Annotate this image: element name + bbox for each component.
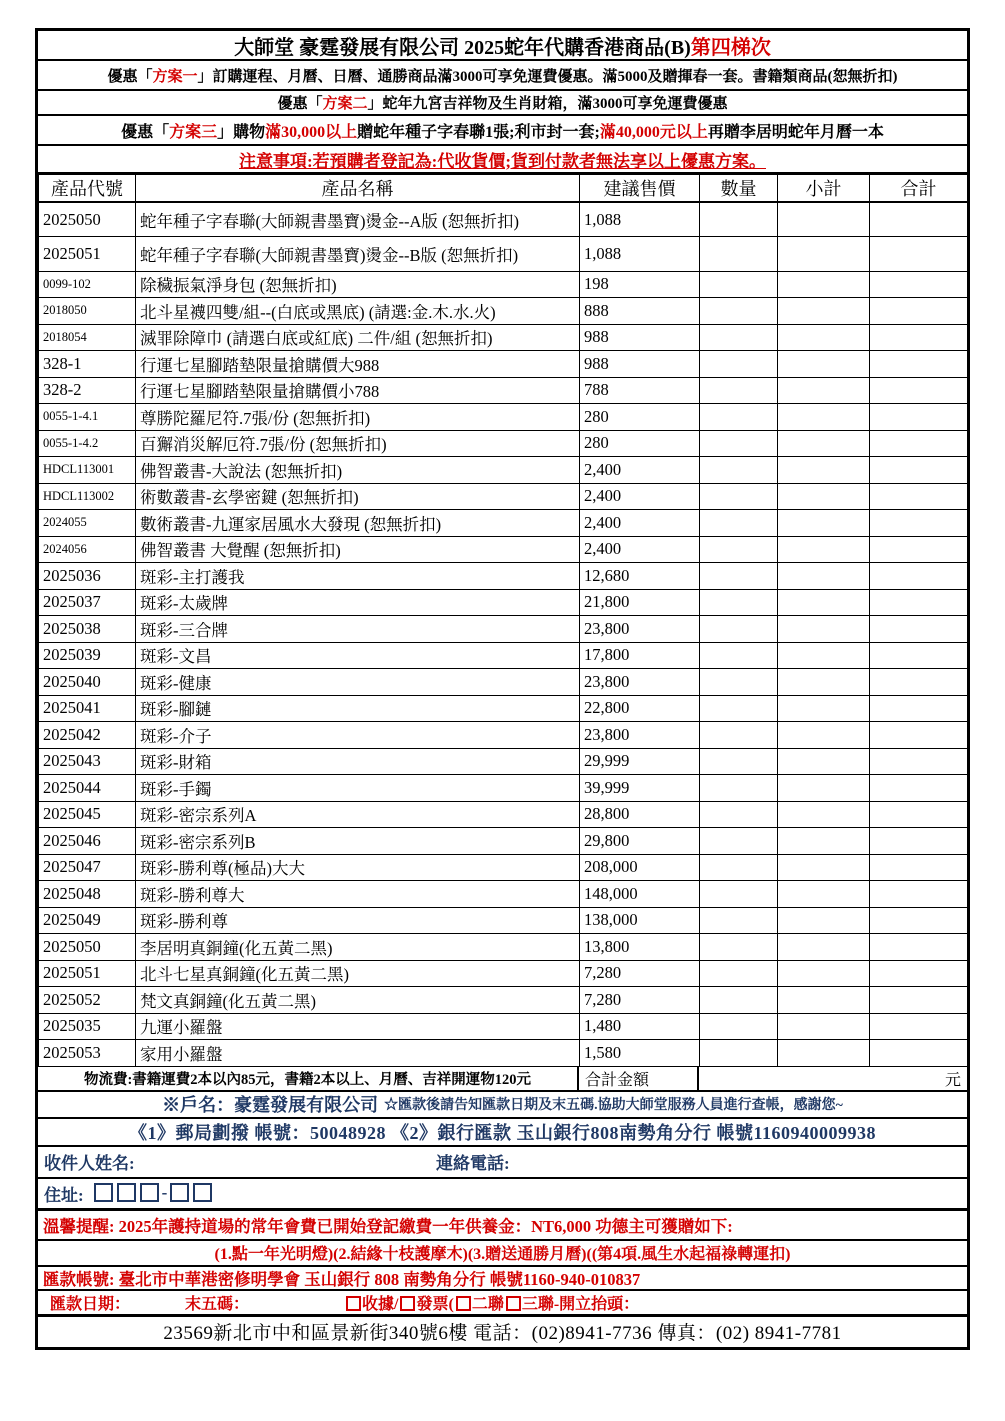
product-code-cell: 2025043 (39, 748, 136, 775)
total-cell[interactable] (870, 351, 968, 378)
total-cell[interactable] (870, 298, 968, 325)
product-code-cell: 328-2 (39, 377, 136, 404)
quantity-cell[interactable] (700, 828, 778, 855)
price-cell: 2,400 (580, 510, 700, 537)
quantity-cell[interactable] (700, 854, 778, 881)
table-row (39, 748, 968, 775)
total-cell[interactable] (870, 377, 968, 404)
product-name-cell: 斑彩-太歲牌 (136, 589, 580, 616)
page-title (38, 31, 967, 61)
price-cell: 208,000 (580, 854, 700, 881)
plain-text: 優惠「 (121, 123, 170, 141)
total-cell[interactable] (870, 563, 968, 590)
promo-plan-2 (38, 91, 967, 116)
price-cell: 1,088 (580, 237, 700, 272)
price-cell: 138,000 (580, 907, 700, 934)
currency-unit: 元 (944, 1071, 961, 1089)
total-cell[interactable] (870, 237, 968, 272)
receipt-invoice-options (344, 1291, 639, 1314)
total-cell[interactable] (870, 404, 968, 431)
product-code-cell: 2025053 (39, 1040, 136, 1067)
postal-code-separator: - (161, 1183, 168, 1202)
subtotal-cell[interactable] (778, 722, 870, 749)
plain-text: 贈蛇年種子字春聯1張;利市封一套; (357, 123, 600, 141)
product-code-cell: HDCL113001 (39, 457, 136, 484)
product-code-cell: 2025050 (39, 934, 136, 961)
quantity-cell[interactable] (700, 960, 778, 987)
total-cell[interactable] (870, 642, 968, 669)
product-name-cell: 北斗星襪四雙/組--(白底或黑底) (請選:金.木.水.火) (136, 298, 580, 325)
table-row (39, 536, 968, 563)
subtotal-cell[interactable] (778, 324, 870, 351)
table-row (39, 324, 968, 351)
product-name-cell: 斑彩-主打護我 (136, 563, 580, 590)
quantity-cell[interactable] (700, 934, 778, 961)
subtotal-cell[interactable] (778, 642, 870, 669)
quantity-cell[interactable] (700, 430, 778, 457)
subtotal-cell[interactable] (778, 775, 870, 802)
grand-total-label: 合計金額 (579, 1067, 699, 1090)
address-row (38, 1179, 967, 1211)
product-code-cell: 2025042 (39, 722, 136, 749)
subtotal-cell[interactable] (778, 801, 870, 828)
quantity-cell[interactable] (700, 775, 778, 802)
product-name-cell: 斑彩-密宗系列B (136, 828, 580, 855)
quantity-cell[interactable] (700, 669, 778, 696)
price-cell: 22,800 (580, 695, 700, 722)
product-code-cell: 0055-1-4.1 (39, 404, 136, 431)
product-name-cell: 斑彩-密宗系列A (136, 801, 580, 828)
product-name-cell: 斑彩-勝利尊 (136, 907, 580, 934)
price-cell: 23,800 (580, 722, 700, 749)
price-cell: 21,800 (580, 589, 700, 616)
quantity-cell[interactable] (700, 563, 778, 590)
total-cell[interactable] (870, 324, 968, 351)
total-cell[interactable] (870, 987, 968, 1014)
subtotal-cell[interactable] (778, 563, 870, 590)
quantity-cell[interactable] (700, 536, 778, 563)
product-code-cell: 2025052 (39, 987, 136, 1014)
grand-total-field[interactable] (699, 1067, 967, 1090)
price-cell: 13,800 (580, 934, 700, 961)
table-row (39, 1040, 968, 1067)
reminder-text-1: 溫馨提醒: 2025年護持道場的常年會費已開始登記繳費一年供養金：NT6,000 功德主可獲贈如下: (43, 1216, 733, 1236)
postal-code-box[interactable] (117, 1183, 136, 1202)
total-cell[interactable] (870, 775, 968, 802)
quantity-cell[interactable] (700, 237, 778, 272)
product-name-cell: 佛智叢書 大覺醒 (恕無折扣) (136, 536, 580, 563)
price-cell: 198 (580, 271, 700, 298)
product-code-cell: 2025047 (39, 854, 136, 881)
postal-code-box[interactable] (170, 1183, 189, 1202)
subtotal-cell[interactable] (778, 351, 870, 378)
subtotal-cell[interactable] (778, 616, 870, 643)
company-title: 大師堂 豪霆發展有限公司 2025蛇年代購香港商品(B) (234, 36, 691, 59)
product-name-cell: 數術叢書-九運家居風水大發現 (恕無折扣) (136, 510, 580, 537)
subtotal-cell[interactable] (778, 298, 870, 325)
quantity-cell[interactable] (700, 271, 778, 298)
table-row (39, 237, 968, 272)
total-cell[interactable] (870, 854, 968, 881)
price-cell: 280 (580, 404, 700, 431)
recipient-name-field[interactable] (135, 1151, 365, 1172)
address-label: 住址: (44, 1185, 84, 1205)
quantity-cell[interactable] (700, 377, 778, 404)
shipping-fee-row (38, 1067, 967, 1092)
reminder-line-1 (38, 1211, 967, 1241)
product-code-cell: 2018054 (39, 324, 136, 351)
product-code-cell: 2025037 (39, 589, 136, 616)
remittance-account-row (38, 1267, 967, 1291)
shipping-fee-note: 物流費:書籍運費2本以內85元，書籍2本以上、月曆、吉祥開運物120元 (38, 1067, 579, 1090)
table-row (39, 722, 968, 749)
table-row (39, 430, 968, 457)
product-code-cell: HDCL113002 (39, 483, 136, 510)
product-code-cell: 2025048 (39, 881, 136, 908)
price-cell: 39,999 (580, 775, 700, 802)
price-cell: 28,800 (580, 801, 700, 828)
product-name-cell: 除穢振氣淨身包 (恕無折扣) (136, 271, 580, 298)
table-row (39, 907, 968, 934)
price-cell: 7,280 (580, 960, 700, 987)
quantity-cell[interactable] (700, 987, 778, 1014)
subtotal-cell[interactable] (778, 202, 870, 237)
total-cell[interactable] (870, 907, 968, 934)
footer-contact-row (38, 1317, 967, 1347)
table-row (39, 828, 968, 855)
highlighted-text: 方案二 (322, 96, 368, 112)
checkbox-label: 二聯 (471, 1295, 504, 1313)
product-name-cell: 斑彩-勝利尊大 (136, 881, 580, 908)
plain-text: 優惠「 (277, 96, 323, 112)
subtotal-cell[interactable] (778, 430, 870, 457)
table-row (39, 589, 968, 616)
quantity-cell[interactable] (700, 881, 778, 908)
total-cell[interactable] (870, 589, 968, 616)
price-cell: 888 (580, 298, 700, 325)
price-cell: 29,800 (580, 828, 700, 855)
plain-text: 」購物 (217, 123, 266, 141)
subtotal-cell[interactable] (778, 695, 870, 722)
subtotal-cell[interactable] (778, 934, 870, 961)
table-row (39, 987, 968, 1014)
quantity-cell[interactable] (700, 510, 778, 537)
price-cell: 23,800 (580, 616, 700, 643)
product-code-cell: 2025044 (39, 775, 136, 802)
table-row (39, 1013, 968, 1040)
payee-name: ※戶名：豪霆發展有限公司 (162, 1095, 379, 1115)
highlighted-text: 方案一 (152, 68, 198, 85)
table-row (39, 642, 968, 669)
subtotal-cell[interactable] (778, 237, 870, 272)
total-cell[interactable] (870, 1040, 968, 1067)
table-row (39, 404, 968, 431)
header-quantity: 數量 (700, 175, 778, 203)
postal-code-box[interactable] (140, 1183, 159, 1202)
price-cell: 788 (580, 377, 700, 404)
header-subtotal: 小計 (778, 175, 870, 203)
header-product-code: 產品代號 (39, 175, 136, 203)
price-cell: 7,280 (580, 987, 700, 1014)
plain-text: 」蛇年九宮吉祥物及生肖財箱，滿3000可享免運費優惠 (367, 96, 728, 112)
price-cell: 988 (580, 324, 700, 351)
table-row (39, 616, 968, 643)
contact-phone-label: 連絡電話: (436, 1154, 510, 1173)
order-form (35, 28, 970, 1350)
product-name-cell: 百獬消災解厄符.7張/份 (恕無折扣) (136, 430, 580, 457)
reminder-line-2 (38, 1241, 967, 1267)
price-cell: 29,999 (580, 748, 700, 775)
product-code-cell: 2025038 (39, 616, 136, 643)
subtotal-cell[interactable] (778, 987, 870, 1014)
table-row (39, 563, 968, 590)
quantity-cell[interactable] (700, 748, 778, 775)
payee-note: ☆匯款後請告知匯款日期及末五碼.協助大師堂服務人員進行查帳，感謝您~ (384, 1098, 843, 1113)
product-code-cell: 2025039 (39, 642, 136, 669)
recipient-row (38, 1147, 967, 1179)
product-name-cell: 術數叢書-玄學密鍵 (恕無折扣) (136, 483, 580, 510)
header-product-name: 產品名稱 (136, 175, 580, 203)
product-name-cell: 斑彩-勝利尊(極品)大大 (136, 854, 580, 881)
product-name-cell: 斑彩-三合牌 (136, 616, 580, 643)
product-code-cell: 2025046 (39, 828, 136, 855)
table-row (39, 881, 968, 908)
footer-address-phone: 23569新北市中和區景新街340號6樓 電話：(02)8941-7736 傳真：(02) 8941-7781 (163, 1323, 842, 1344)
quantity-cell[interactable] (700, 404, 778, 431)
table-header-row (39, 175, 968, 203)
subtotal-cell[interactable] (778, 457, 870, 484)
header-total: 合計 (870, 175, 968, 203)
reminder-text-2: (1.點一年光明燈)(2.結緣十枝護摩木)(3.贈送通勝月曆)((第4項.風生水起福祿轉運扣) (214, 1246, 791, 1263)
address-field[interactable] (214, 1183, 967, 1203)
total-cell[interactable] (870, 430, 968, 457)
product-code-cell: 2018050 (39, 298, 136, 325)
checkbox-icon[interactable] (400, 1296, 415, 1311)
product-name-cell: 斑彩-財箱 (136, 748, 580, 775)
product-code-cell: 2025050 (39, 202, 136, 237)
subtotal-cell[interactable] (778, 1040, 870, 1067)
product-name-cell: 尊勝陀羅尼符.7張/份 (恕無折扣) (136, 404, 580, 431)
subtotal-cell[interactable] (778, 536, 870, 563)
plain-text: 優惠「 (107, 68, 153, 85)
subtotal-cell[interactable] (778, 907, 870, 934)
product-code-cell: 2025051 (39, 237, 136, 272)
quantity-cell[interactable] (700, 616, 778, 643)
price-cell: 2,400 (580, 536, 700, 563)
table-row (39, 510, 968, 537)
last-five-digits-label: 末五碼： (185, 1295, 250, 1313)
checkbox-icon[interactable] (346, 1296, 361, 1311)
subtotal-cell[interactable] (778, 669, 870, 696)
quantity-cell[interactable] (700, 722, 778, 749)
remittance-date-label: 匯款日期： (50, 1295, 131, 1313)
total-cell[interactable] (870, 722, 968, 749)
table-row (39, 801, 968, 828)
table-row (39, 202, 968, 237)
subtotal-cell[interactable] (778, 881, 870, 908)
product-name-cell: 北斗七星真銅鐘(化五黃二黑) (136, 960, 580, 987)
highlighted-text: 滿40,000元以上 (599, 123, 708, 141)
quantity-cell[interactable] (700, 202, 778, 237)
header-price: 建議售價 (580, 175, 700, 203)
table-row (39, 457, 968, 484)
price-cell: 12,680 (580, 563, 700, 590)
quantity-cell[interactable] (700, 351, 778, 378)
price-cell: 2,400 (580, 457, 700, 484)
product-name-cell: 斑彩-腳鏈 (136, 695, 580, 722)
subtotal-cell[interactable] (778, 404, 870, 431)
quantity-cell[interactable] (700, 801, 778, 828)
product-table (38, 174, 968, 1067)
checkbox-icon[interactable] (456, 1296, 471, 1311)
product-code-cell: 0055-1-4.2 (39, 430, 136, 457)
remittance-account-text: 匯款帳號: 臺北市中華港密修明學會 玉山銀行 808 南勢角分行 帳號1160-940-010837 (43, 1269, 641, 1289)
highlighted-text: 滿30,000以上 (265, 123, 358, 141)
total-cell[interactable] (870, 828, 968, 855)
postal-code-box[interactable] (94, 1183, 113, 1202)
product-name-cell: 斑彩-文昌 (136, 642, 580, 669)
subtotal-cell[interactable] (778, 271, 870, 298)
table-row (39, 483, 968, 510)
payment-accounts-text: 《1》郵局劃撥 帳號：50048928 《2》銀行匯款 玉山銀行808南勢角分行 帳號1160940009938 (128, 1122, 876, 1143)
product-code-cell: 2025035 (39, 1013, 136, 1040)
subtotal-cell[interactable] (778, 1013, 870, 1040)
product-name-cell: 蛇年種子字春聯(大師親書墨寶)燙金--B版 (恕無折扣) (136, 237, 580, 272)
table-row (39, 854, 968, 881)
product-code-cell: 2024055 (39, 510, 136, 537)
quantity-cell[interactable] (700, 695, 778, 722)
product-name-cell: 蛇年種子字春聯(大師親書墨寶)燙金--A版 (恕無折扣) (136, 202, 580, 237)
notice-row (38, 146, 967, 174)
table-row (39, 377, 968, 404)
promo-plan-1 (38, 61, 967, 91)
batch-label: 第四梯次 (690, 36, 771, 59)
price-cell: 280 (580, 430, 700, 457)
subtotal-cell[interactable] (778, 748, 870, 775)
product-name-cell: 行運七星腳踏墊限量搶購價大988 (136, 351, 580, 378)
product-code-cell: 0099-102 (39, 271, 136, 298)
subtotal-cell[interactable] (778, 510, 870, 537)
total-cell[interactable] (870, 801, 968, 828)
subtotal-cell[interactable] (778, 854, 870, 881)
price-cell: 23,800 (580, 669, 700, 696)
product-code-cell: 2025045 (39, 801, 136, 828)
total-cell[interactable] (870, 483, 968, 510)
quantity-cell[interactable] (700, 298, 778, 325)
checkbox-label: 三聯-開立抬頭： (521, 1295, 640, 1313)
total-cell[interactable] (870, 669, 968, 696)
table-row (39, 695, 968, 722)
price-cell: 148,000 (580, 881, 700, 908)
total-cell[interactable] (870, 1013, 968, 1040)
table-row (39, 775, 968, 802)
product-name-cell: 斑彩-介子 (136, 722, 580, 749)
product-name-cell: 行運七星腳踏墊限量搶購價小788 (136, 377, 580, 404)
table-row (39, 934, 968, 961)
recipient-name-label: 收件人姓名: (44, 1154, 135, 1173)
subtotal-cell[interactable] (778, 483, 870, 510)
checkbox-icon[interactable] (506, 1296, 521, 1311)
product-code-cell: 328-1 (39, 351, 136, 378)
table-row (39, 351, 968, 378)
payment-info-row (38, 1119, 967, 1147)
quantity-cell[interactable] (700, 1040, 778, 1067)
notice-text: 注意事項:若預購者登記為:代收貨價;貨到付款者無法享以上優惠方案。 (239, 151, 766, 171)
product-name-cell: 斑彩-手鐲 (136, 775, 580, 802)
postal-code-boxes-1 (92, 1183, 161, 1204)
quantity-cell[interactable] (700, 324, 778, 351)
subtotal-cell[interactable] (778, 960, 870, 987)
price-cell: 1,480 (580, 1013, 700, 1040)
total-cell[interactable] (870, 934, 968, 961)
table-row (39, 669, 968, 696)
total-cell[interactable] (870, 536, 968, 563)
postal-code-boxes-2 (168, 1183, 214, 1204)
table-row (39, 298, 968, 325)
subtotal-cell[interactable] (778, 377, 870, 404)
product-name-cell: 家用小羅盤 (136, 1040, 580, 1067)
plain-text: 」訂購運程、月曆、日曆、通勝商品滿3000可享免運費優惠。滿5000及贈揮春一套。書籍類商品(恕無折扣) (197, 68, 898, 85)
table-row (39, 960, 968, 987)
price-cell: 1,088 (580, 202, 700, 237)
subtotal-cell[interactable] (778, 589, 870, 616)
quantity-cell[interactable] (700, 907, 778, 934)
postal-code-box[interactable] (193, 1183, 212, 1202)
total-cell[interactable] (870, 510, 968, 537)
total-cell[interactable] (870, 457, 968, 484)
product-name-cell: 滅罪除障巾 (請選白底或紅底) 二件/組 (恕無折扣) (136, 324, 580, 351)
product-name-cell: 斑彩-健康 (136, 669, 580, 696)
product-name-cell: 佛智叢書-大說法 (恕無折扣) (136, 457, 580, 484)
promo-plan-3 (38, 116, 967, 146)
total-cell[interactable] (870, 202, 968, 237)
total-cell[interactable] (870, 748, 968, 775)
product-code-cell: 2025049 (39, 907, 136, 934)
product-name-cell: 梵文真銅鐘(化五黃二黑) (136, 987, 580, 1014)
product-code-cell: 2025051 (39, 960, 136, 987)
price-cell: 988 (580, 351, 700, 378)
total-cell[interactable] (870, 616, 968, 643)
quantity-cell[interactable] (700, 483, 778, 510)
remittance-date-row (38, 1291, 967, 1317)
table-row (39, 271, 968, 298)
product-name-cell: 九運小羅盤 (136, 1013, 580, 1040)
product-code-cell: 2024056 (39, 536, 136, 563)
price-cell: 17,800 (580, 642, 700, 669)
product-code-cell: 2025041 (39, 695, 136, 722)
highlighted-text: 方案三 (169, 123, 218, 141)
checkbox-label: 收據/ (362, 1295, 399, 1313)
subtotal-cell[interactable] (778, 828, 870, 855)
quantity-cell[interactable] (700, 1013, 778, 1040)
total-cell[interactable] (870, 881, 968, 908)
total-cell[interactable] (870, 695, 968, 722)
price-cell: 1,580 (580, 1040, 700, 1067)
payee-row (38, 1092, 967, 1119)
product-name-cell: 李居明真銅鐘(化五黃二黑) (136, 934, 580, 961)
price-cell: 2,400 (580, 483, 700, 510)
product-code-cell: 2025040 (39, 669, 136, 696)
plain-text: 再贈李居明蛇年月曆一本 (707, 123, 884, 141)
product-code-cell: 2025036 (39, 563, 136, 590)
total-cell[interactable] (870, 271, 968, 298)
quantity-cell[interactable] (700, 457, 778, 484)
total-cell[interactable] (870, 960, 968, 987)
quantity-cell[interactable] (700, 642, 778, 669)
quantity-cell[interactable] (700, 589, 778, 616)
checkbox-label: 發票( (416, 1295, 454, 1313)
